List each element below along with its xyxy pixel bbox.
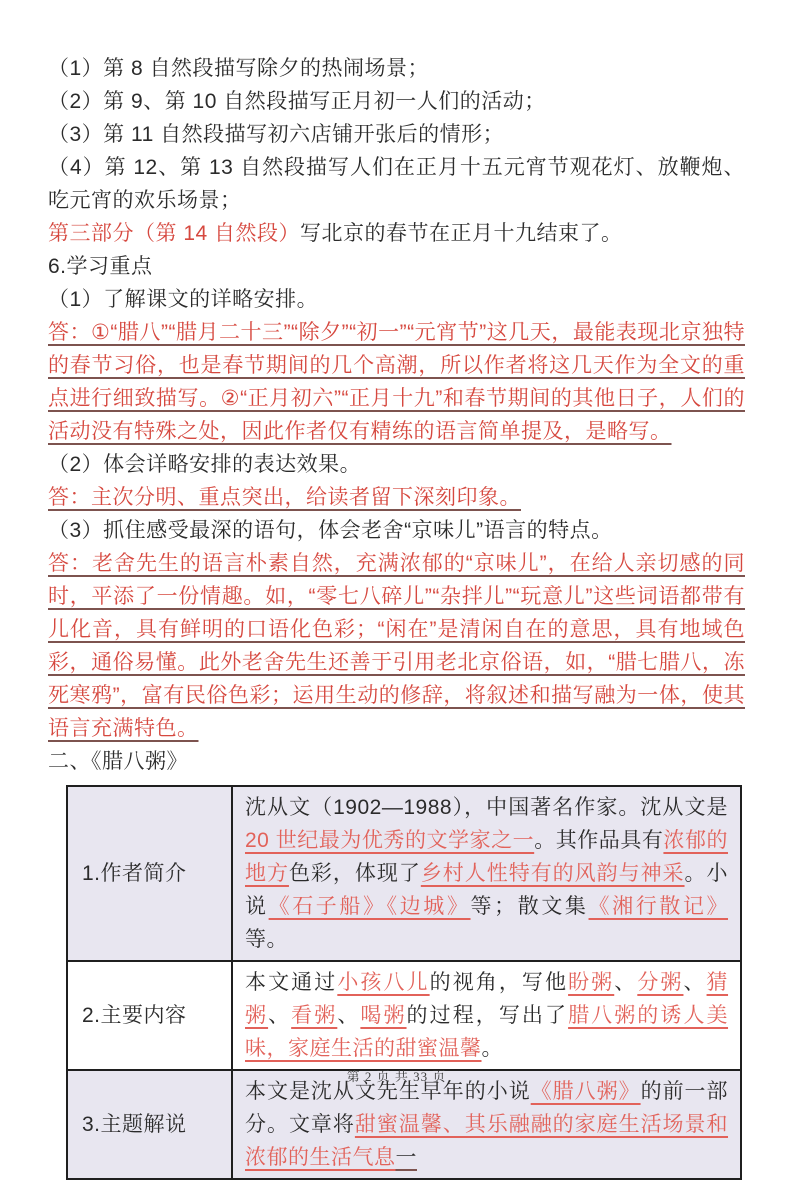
row-label: 1.作者简介 (67, 786, 232, 961)
black-text-segment: 。 (481, 1037, 503, 1060)
row-content (232, 961, 741, 1070)
red-text-segment: 猜粥 (245, 971, 729, 1027)
red-text-segment: 看粥 (291, 1004, 338, 1027)
black-text-segment: 的过程，写出了 (406, 1004, 569, 1027)
black-text-segment: （1）第 8 自然段描写除夕的热闹场景； (48, 57, 430, 80)
black-text-segment: （1）了解课文的详略安排。 (48, 288, 319, 311)
black-text-segment: （3）第 11 自然段描写初六店铺开张后的情形； (48, 123, 505, 146)
table-row (67, 786, 741, 961)
row-content (232, 786, 741, 961)
black-text-segment: 二、《腊八粥》 (48, 750, 188, 773)
red-text-segment: 答：主次分明、重点突出，给读者留下深刻印象。 (48, 486, 521, 509)
list-item-1 (48, 52, 745, 85)
section-2-title (48, 745, 745, 778)
black-text-segment: 写北京的春节在正月十九结束了。 (300, 222, 623, 245)
red-text-segment: 分粥 (637, 971, 684, 994)
red-text-segment: 盼粥 (568, 971, 615, 994)
table-row (67, 961, 741, 1070)
black-text-segment: （3）抓住感受最深的语句，体会老舍“京味儿”语言的特点。 (48, 519, 613, 542)
black-text-segment: 。小说 (245, 862, 729, 918)
page-footer (0, 1066, 793, 1085)
part-three-summary (48, 217, 745, 250)
question-2 (48, 448, 745, 481)
red-text-segment: 《湘行散记》 (588, 895, 729, 918)
black-text-segment: 沈从文（1902—1988），中国著名作家。沈从文是 (245, 796, 728, 819)
black-text-segment: 色彩，体现了 (288, 862, 421, 885)
list-item-2 (48, 85, 745, 118)
black-text-segment: （4）第 12、第 13 自然段描写人们在正月十五元宵节观花灯、放鞭炮、吃元宵的欢乐场景； (48, 156, 745, 212)
black-text-segment: 本文是沈从文先生早年的小说 (245, 1080, 531, 1103)
row-label: 3.主题解说 (67, 1070, 232, 1179)
black-text-segment: 、 (683, 971, 707, 994)
page-number-text: 第 2 页 共 33 页 (346, 1069, 447, 1084)
summary-table (66, 785, 742, 1180)
list-item-3 (48, 118, 745, 151)
red-text-segment: 喝粥 (360, 1004, 407, 1027)
black-text-segment: 本文通过 (245, 971, 338, 994)
red-text-segment: 《石子船》《边城》 (268, 895, 471, 918)
document-body (48, 52, 745, 778)
black-text-segment: 。其作品具有 (534, 829, 664, 852)
list-item-4 (48, 151, 745, 217)
black-text-segment: 、 (614, 971, 638, 994)
black-text-segment: 一 (395, 1146, 417, 1169)
black-text-segment: 的视角，写他 (429, 971, 569, 994)
black-text-segment: （2）体会详略安排的表达效果。 (48, 453, 362, 476)
black-text-segment: 、 (268, 1004, 292, 1027)
question-3 (48, 514, 745, 547)
red-text-segment: 浓郁的地方 (245, 829, 728, 885)
red-text-segment: 小孩八儿 (337, 971, 430, 994)
black-text-segment: 等。 (245, 928, 288, 951)
red-text-segment: 答：①“腊八”“腊月二十三”“除夕”“初一”“元宵节”这几天，最能表现北京独特的春节习俗，也是春节期间的几个高潮，所以作者将这几天作为全文的重点进行细致描写。②“正月初六”“正月十九”和春节期间的其他日子，人们的活动没有特殊之处，因此作者仅有精练的语言简单提及，是略写。 (48, 321, 745, 443)
heading-study-points (48, 250, 745, 283)
black-text-segment: 的前一部分。文章将 (245, 1080, 729, 1136)
red-text-segment: 乡村人性特有的风韵与神采 (420, 862, 685, 885)
red-text-segment: 《腊八粥》 (530, 1080, 641, 1103)
answer-3 (48, 547, 745, 745)
summary-table-body (67, 786, 741, 1179)
red-text-segment: 第三部分（第 14 自然段） (48, 222, 301, 245)
black-text-segment: 等；散文集 (470, 895, 589, 918)
row-content (232, 1070, 741, 1179)
answer-2 (48, 481, 745, 514)
red-text-segment: 腊八粥的诱人美味，家庭生活的甜蜜温馨 (245, 1004, 729, 1060)
question-1 (48, 283, 745, 316)
row-label: 2.主要内容 (67, 961, 232, 1070)
black-text-segment: 6.学习重点 (48, 255, 153, 278)
red-text-segment: 20 世纪最为优秀的文学家之一 (245, 829, 535, 852)
red-text-segment: 甜蜜温馨、其乐融融的家庭生活场景和浓郁的生活气息 (245, 1113, 729, 1169)
red-text-segment: 答：老舍先生的语言朴素自然，充满浓郁的“京味儿”，在给人亲切感的同时，平添了一份情趣。如，“零七八碎儿”“杂拌儿”“玩意儿”这些词语都带有儿化音，具有鲜明的口语化色彩；“闲在”是清闲自在的意思，具有地域色彩，通俗易懂。此外老舍先生还善于引用老北京俗语，如，“腊七腊八，冻死寒鸦”，富有民俗色彩；运用生动的修辞，将叙述和描写融为一体，使其语言充满特色。 (48, 552, 745, 740)
black-text-segment: 、 (337, 1004, 361, 1027)
table-row (67, 1070, 741, 1179)
answer-1 (48, 316, 745, 448)
black-text-segment: （2）第 9、第 10 自然段描写正月初一人们的活动； (48, 90, 546, 113)
